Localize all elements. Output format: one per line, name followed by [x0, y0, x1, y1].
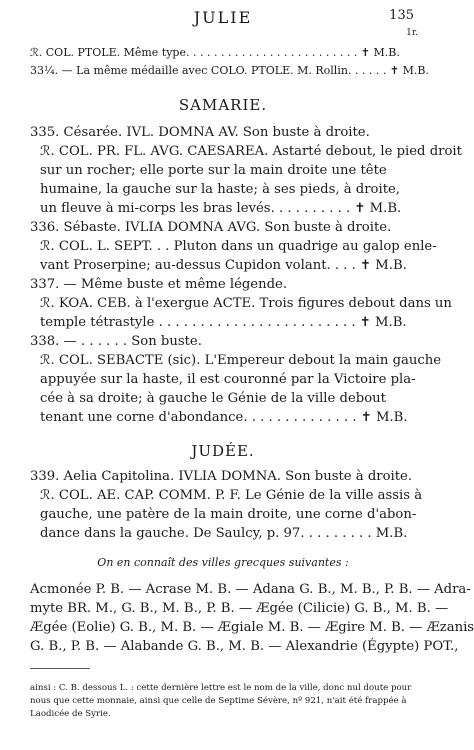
entry-line: ℛ. COL. SEBACTE (sic). L'Empereur debout la main gauche	[40, 353, 442, 368]
section-heading-samarie: SAMARIE.	[178, 96, 268, 114]
entry-line: un fleuve à mi-corps les bras levés. . . . . . . . . . ✝ M.B.	[40, 201, 402, 216]
entry-line: cée à sa droite; à gauche le Génie de la ville debout	[40, 391, 386, 406]
entry-line: temple tétrastyle . . . . . . . . . . . . . . . . . . . . . . . . ✝ M.B.	[40, 315, 407, 330]
entry-line: 338. — . . . . . . Son buste.	[30, 334, 202, 349]
entry-line: 335. Césarée. IVL. DOMNA AV. Son buste à droite.	[30, 125, 370, 140]
page-number: 135	[389, 8, 414, 23]
footnote-line: nous que cette monnaie, ainsi que celle de Septime Sévère, nº 921, n'ait été frappée à	[30, 696, 407, 706]
greek-cities-line: G. B., P. B. — Alabande G. B., M. B. — Alexandrie (Égypte) POT.,	[30, 639, 459, 654]
greek-cities-intro: On en connaît des villes grecques suivantes :	[97, 556, 349, 569]
entry-line: gauche, une patère de la main droite, une corne d'abon-	[40, 507, 417, 522]
greek-cities-line: Acmonée P. B. — Acrase M. B. — Adana G. B., M. B., P. B. — Adra-	[30, 582, 471, 597]
entry-line: 337. — Même buste et même légende.	[30, 277, 288, 292]
entry-line: humaine, la gauche sur la haste; à ses pieds, à droite,	[40, 182, 400, 197]
greek-cities-line: Ægée (Eolie) G. B., M. B. — Ægiale M. B. — Ægire M. B. — Æzanis	[30, 620, 474, 635]
section-heading-judee: JUDÉE.	[191, 442, 255, 460]
footnote-rule	[30, 668, 90, 669]
entry-line: ℛ. COL. PR. FL. AVG. CAESAREA. Astarté debout, le pied droit	[40, 144, 462, 159]
entry-line: 336. Sébaste. IVLIA DOMNA AVG. Son buste à droite.	[30, 220, 392, 235]
entry-line: ℛ. COL. L. SEPT. . . Pluton dans un quadrige au galop enle-	[40, 239, 437, 254]
entry-line: ℛ. KOA. CEB. à l'exergue ACTE. Trois figures debout dans un	[40, 296, 452, 311]
greek-cities-line: myte BR. M., G. B., M. B., P. B. — Ægée (Cilicie) G. B., M. B. —	[30, 601, 449, 616]
signature-mark: 1r.	[406, 28, 418, 38]
entry-line: 33¼. — La même médaille avec COLO. PTOLE. M. Rollin. . . . . . ✝ M.B.	[30, 64, 429, 77]
footnote-line: Laodicée de Syrie.	[30, 709, 111, 719]
running-title: JULIE	[193, 8, 253, 27]
entry-line: sur un rocher; elle porte sur la main droite une tête	[40, 163, 387, 178]
entry-line: vant Proserpine; au-dessus Cupidon volant. . . . ✝ M.B.	[40, 258, 407, 273]
entry-line: ℛ. COL. AE. CAP. COMM. P. F. Le Génie de la ville assis à	[40, 488, 423, 503]
entry-line: ℛ. COL. PTOLE. Même type. . . . . . . . . . . . . . . . . . . . . . . . . ✝ M.B.	[30, 46, 400, 59]
entry-line: dance dans la gauche. De Saulcy, p. 97. . . . . . . . . M.B.	[40, 526, 408, 541]
entry-line: 339. Aelia Capitolina. IVLIA DOMNA. Son buste à droite.	[30, 469, 413, 484]
entry-line: appuyée sur la haste, il est couronné par la Victoire pla-	[40, 372, 416, 387]
footnote-line: ainsi : C. B. dessous L. : cette dernière lettre est le nom de la ville, donc nul doute pour	[30, 683, 412, 693]
entry-line: tenant une corne d'abondance. . . . . . . . . . . . . . ✝ M.B.	[40, 410, 408, 425]
